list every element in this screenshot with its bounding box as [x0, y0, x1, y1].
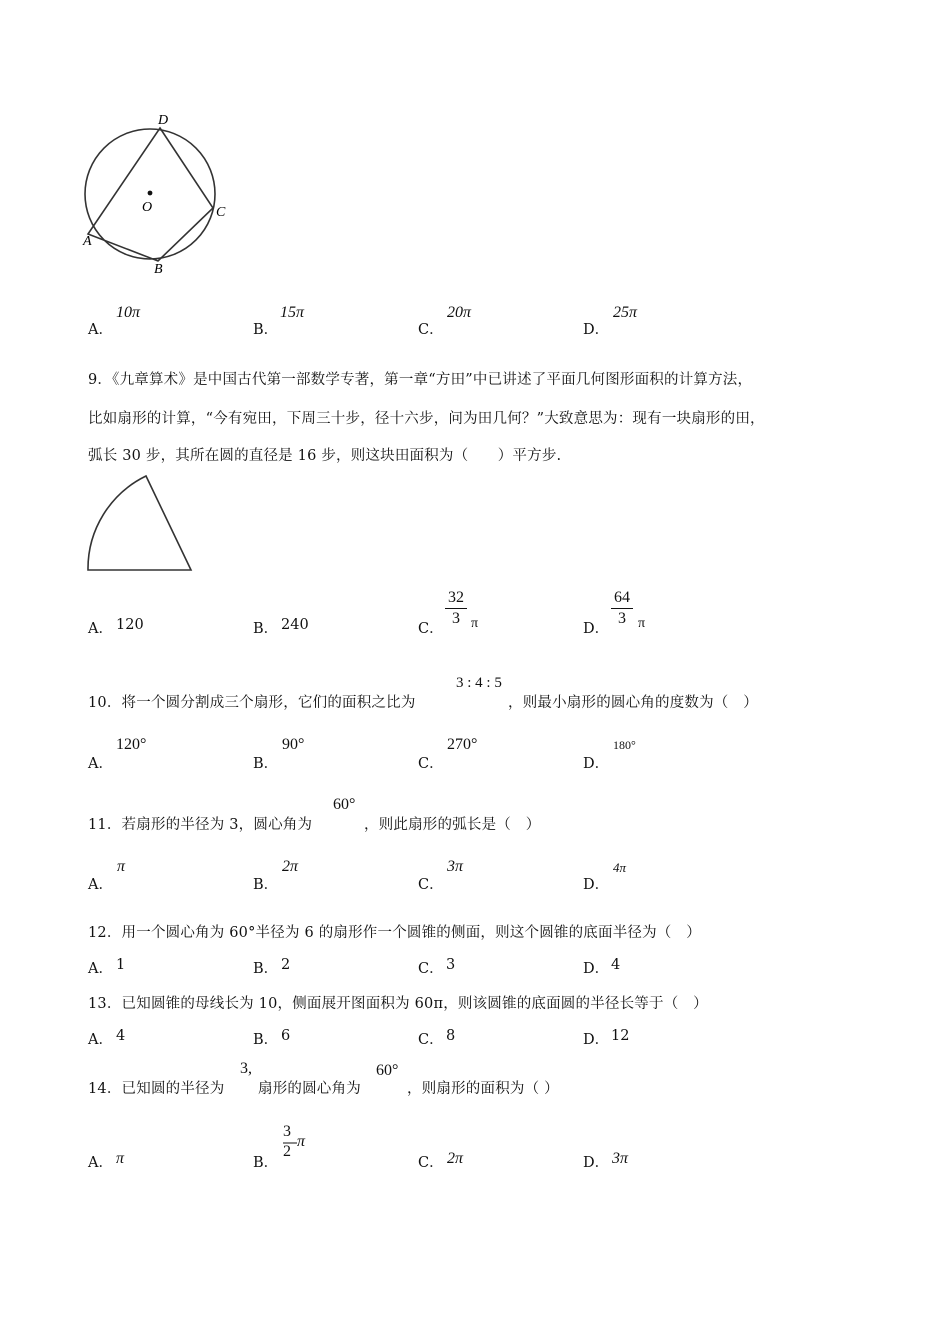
- q8-option-d-letter: D．: [583, 322, 610, 338]
- q11-option-b-value: 2π: [282, 858, 299, 875]
- q10-prefix: 10．将一个圆分割成三个扇形，它们的面积之比为: [88, 695, 416, 711]
- q10-option-c-value: 270°: [447, 736, 478, 753]
- q13-option-d-letter: D．: [583, 1032, 610, 1048]
- q14-suffix: ，则扇形的面积为（ ）: [407, 1081, 559, 1097]
- q10-option-b-value: 90°: [282, 736, 305, 753]
- q9-option-d-letter: D．: [583, 621, 610, 637]
- q14-option-c-value: 2π: [447, 1150, 464, 1167]
- q9-line-2: 比如扇形的计算，“今有宛田，下周三十步，径十六步，问为田几何？”大致意思为：现有一块扇形的田，: [88, 411, 765, 427]
- q12-option-c-letter: C．: [418, 961, 444, 977]
- label-b: B: [154, 262, 163, 277]
- q10-option-b-letter: B．: [253, 756, 279, 772]
- q9-option-b-letter: B．: [253, 621, 279, 637]
- q9-option-a-value: 120: [116, 617, 144, 633]
- q11-option-a-letter: A．: [88, 877, 113, 893]
- q13-option-a-letter: A．: [88, 1032, 113, 1048]
- q11-option-b-letter: B．: [253, 877, 279, 893]
- q13-option-c-letter: C．: [418, 1032, 444, 1048]
- q12-option-b-value: 2: [281, 957, 291, 973]
- q14-option-d-letter: D．: [583, 1155, 610, 1171]
- q10-option-d-letter: D．: [583, 756, 610, 772]
- q8-option-b-letter: B．: [253, 322, 279, 338]
- label-d: D: [158, 113, 169, 128]
- q11-option-c-value: 3π: [447, 858, 464, 875]
- q9-option-a-letter: A．: [88, 621, 113, 637]
- q10-suffix: ，则最小扇形的圆心角的度数为（ ）: [508, 695, 758, 711]
- q8-option-a-value: 10π: [116, 304, 141, 321]
- fraction-denominator: 2: [283, 1143, 291, 1160]
- q9-option-c-pi: π: [471, 616, 479, 631]
- q8-option-b-value: 15π: [280, 304, 305, 321]
- q11-suffix: ，则此扇形的弧长是（ ）: [364, 817, 541, 833]
- fraction-denominator: 3: [618, 610, 626, 627]
- q14-option-b-pi: π: [297, 1133, 306, 1150]
- q11-option-d-value: 4π: [613, 860, 627, 875]
- circle-quadrilateral-figure: [78, 108, 248, 278]
- q13-option-c-value: 8: [446, 1028, 456, 1044]
- q9-option-d-pi: π: [638, 616, 646, 631]
- q9-option-d-fraction: [611, 588, 633, 629]
- q13-option-a-value: 4: [116, 1028, 126, 1044]
- q14-option-d-value: 3π: [612, 1150, 629, 1167]
- q10-option-d-value: 180°: [613, 738, 636, 752]
- q14-option-b-letter: B．: [253, 1155, 279, 1171]
- q9-option-b-value: 240: [281, 617, 309, 633]
- q14-angle: 60°: [376, 1062, 399, 1079]
- q12-option-a-letter: A．: [88, 961, 113, 977]
- q13-option-b-value: 6: [281, 1028, 291, 1044]
- fraction-denominator: 3: [452, 610, 460, 627]
- q10-option-c-letter: C．: [418, 756, 444, 772]
- q11-option-a-value: π: [117, 858, 126, 875]
- q9-option-c-fraction: [445, 588, 467, 629]
- q10-option-a-letter: A．: [88, 756, 113, 772]
- sector-shape: [88, 476, 191, 570]
- q14-fraction-bar: [283, 1142, 297, 1144]
- q12-text: 12．用一个圆心角为 60°半径为 6 的扇形作一个圆锥的侧面，则这个圆锥的底面半径为（ ）: [88, 925, 701, 941]
- q9-line-1: 9．《九章算术》是中国古代第一部数学专著，第一章“方田”中已讲述了平面几何图形面积的计算方法，: [88, 372, 753, 388]
- q10-option-a-value: 120°: [116, 736, 147, 753]
- q8-option-c-value: 20π: [447, 304, 472, 321]
- q11-option-d-letter: D．: [583, 877, 610, 893]
- q11-option-c-letter: C．: [418, 877, 444, 893]
- q10-ratio: 3 : 4 : 5: [456, 675, 502, 691]
- q8-option-d-value: 25π: [613, 304, 638, 321]
- q14-option-a-letter: A．: [88, 1155, 113, 1171]
- q14-prefix: 14．已知圆的半径为: [88, 1081, 225, 1097]
- q12-option-d-letter: D．: [583, 961, 610, 977]
- q14-option-c-letter: C．: [418, 1155, 444, 1171]
- q11-angle: 60°: [333, 796, 356, 813]
- fraction-numerator: 64: [611, 588, 633, 609]
- q13-option-b-letter: B．: [253, 1032, 279, 1048]
- center-point: [148, 191, 153, 196]
- q9-option-c-letter: C．: [418, 621, 444, 637]
- q14-radius: 3,: [240, 1060, 252, 1077]
- q14-option-a-value: π: [116, 1150, 125, 1167]
- q8-option-a-letter: A．: [88, 322, 113, 338]
- label-a: A: [83, 234, 92, 249]
- fraction-numerator: 32: [445, 588, 467, 609]
- q9-line-3: 弧长 30 步，其所在圆的直径是 16 步，则这块田面积为（ ）平方步.: [88, 448, 562, 464]
- q13-text: 13．已知圆锥的母线长为 10，侧面展开图面积为 60π，则该圆锥的底面圆的半径长等于（ ）: [88, 996, 708, 1012]
- q12-option-c-value: 3: [446, 957, 456, 973]
- q13-option-d-value: 12: [611, 1028, 630, 1044]
- q14-middle: 扇形的圆心角为: [258, 1081, 361, 1097]
- sector-figure: [84, 472, 199, 577]
- q12-option-d-value: 4: [611, 957, 621, 973]
- label-o: O: [142, 200, 153, 215]
- q11-prefix: 11．若扇形的半径为 3，圆心角为: [88, 817, 313, 833]
- fraction-numerator: 3: [283, 1123, 291, 1140]
- q12-option-a-value: 1: [116, 957, 126, 973]
- label-c: C: [216, 205, 226, 220]
- q12-option-b-letter: B．: [253, 961, 279, 977]
- q8-option-c-letter: C．: [418, 322, 444, 338]
